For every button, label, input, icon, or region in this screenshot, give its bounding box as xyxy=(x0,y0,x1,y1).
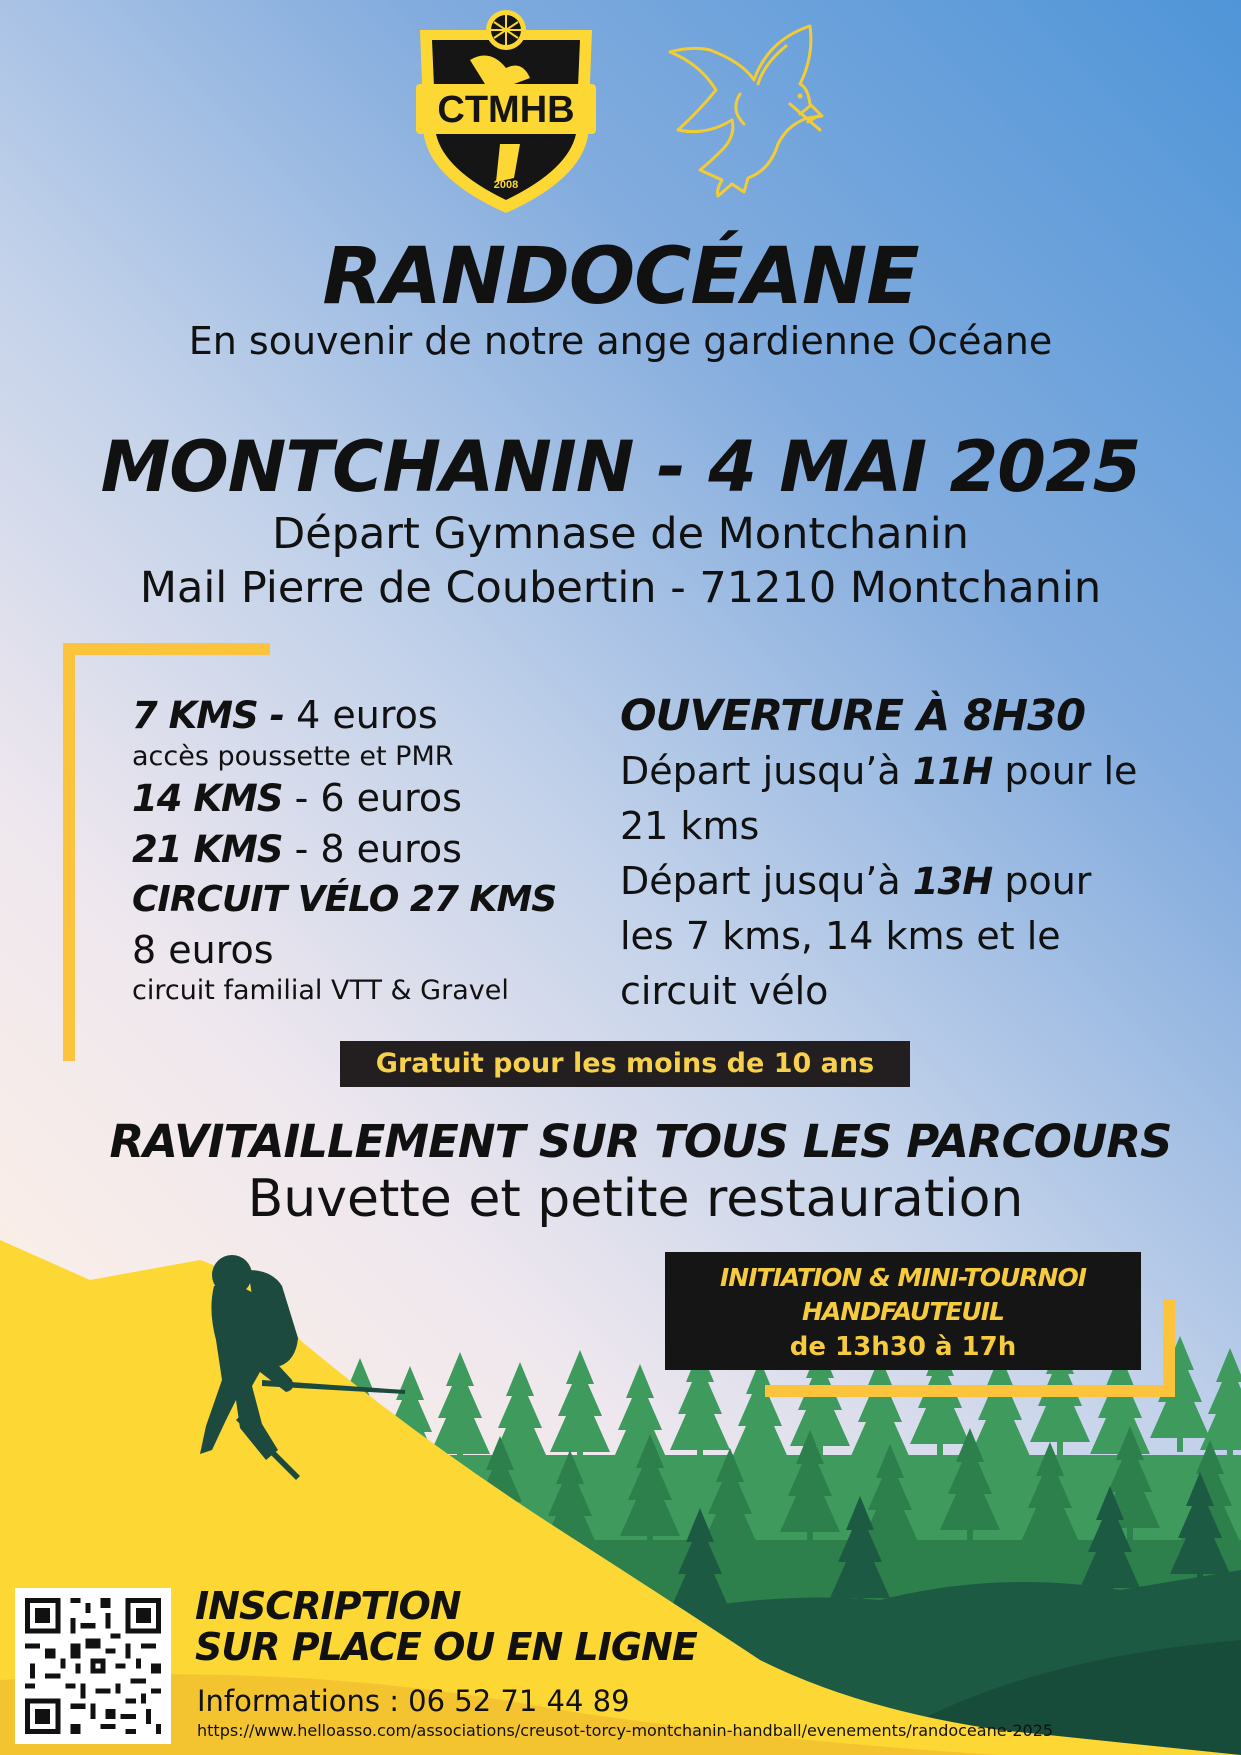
schedule-line-2-pre: Départ jusqu’à xyxy=(620,859,901,903)
route-14km-label: 14 KMS xyxy=(132,777,283,820)
schedule-line-2-post: pour les 7 kms, 14 kms et le circuit vélo xyxy=(620,859,1092,1013)
schedule-line-1-time: 11H xyxy=(912,750,993,793)
inscription-line-1: INSCRIPTION xyxy=(195,1584,461,1628)
schedule-line-1-pre: Départ jusqu’à xyxy=(620,749,901,793)
route-7km-label: 7 KMS - xyxy=(132,694,285,737)
schedule-block xyxy=(620,688,1140,1019)
club-logo xyxy=(410,8,602,216)
schedule-line-1 xyxy=(620,744,1140,854)
route-21km-label: 21 KMS xyxy=(132,828,283,871)
address-line-2: Mail Pierre de Coubertin - 71210 Montchanin xyxy=(139,563,1102,613)
route-21km xyxy=(132,824,582,875)
route-bike-label: CIRCUIT VÉLO 27 KMS xyxy=(132,879,557,920)
route-14km xyxy=(132,773,582,824)
initiation-line-3: de 13h30 à 17h xyxy=(789,1332,1017,1362)
route-21km-price: - 8 euros xyxy=(294,827,462,871)
buvette-text: Buvette et petite restauration xyxy=(247,1169,1024,1229)
event-date-location: MONTCHANIN - 4 MAI 2025 xyxy=(100,426,1141,508)
opening-time: OUVERTURE À 8H30 xyxy=(620,691,1085,741)
info-phone: Informations : 06 52 71 44 89 xyxy=(197,1684,630,1718)
accent-bar-bottom xyxy=(765,1385,1175,1397)
accent-bar-left xyxy=(63,643,75,1061)
route-7km-note: accès poussette et PMR xyxy=(132,741,454,772)
schedule-line-1-post: pour le 21 kms xyxy=(620,749,1138,848)
svg-text:Creusot Torcy Montchanin Handb: Creusot Torcy Montchanin Handball xyxy=(441,133,571,142)
route-bike-note: circuit familial VTT & Gravel xyxy=(132,975,509,1006)
route-14km-price: - 6 euros xyxy=(294,776,462,820)
svg-text:CTMHB: CTMHB xyxy=(437,89,575,131)
dove-icon xyxy=(660,20,830,198)
registration-link[interactable]: https://www.helloasso.com/associations/creusot-torcy-montchanin-handball/evenements/randoceane-2025 xyxy=(197,1721,1054,1740)
initiation-line-1: INITIATION & MINI-TOURNOI xyxy=(719,1263,1086,1292)
svg-text:2008: 2008 xyxy=(493,179,519,191)
registration-qr-code[interactable] xyxy=(15,1588,171,1744)
route-bike-price: 8 euros xyxy=(132,928,274,972)
inscription-line-2: SUR PLACE OU EN LIGNE xyxy=(195,1625,697,1669)
schedule-line-2 xyxy=(620,854,1140,1019)
event-subtitle: En souvenir de notre ange gardienne Océane xyxy=(188,319,1053,363)
address-line-1: Départ Gymnase de Montchanin xyxy=(272,509,969,559)
route-7km xyxy=(132,690,582,741)
inscription-heading xyxy=(195,1586,697,1668)
route-7km-price: 4 euros xyxy=(296,693,438,737)
event-title: RANDOCÉANE xyxy=(322,232,919,322)
initiation-box xyxy=(665,1252,1141,1370)
accent-bar-right xyxy=(1163,1300,1175,1397)
free-under-10-badge: Gratuit pour les moins de 10 ans xyxy=(340,1041,910,1087)
schedule-line-2-time: 13H xyxy=(912,860,993,903)
routes-list xyxy=(132,690,582,1007)
accent-bar-top xyxy=(63,643,270,655)
initiation-line-2: HANDFAUTEUIL xyxy=(802,1297,1004,1326)
ravitaillement-heading: RAVITAILLEMENT SUR TOUS LES PARCOURS xyxy=(109,1115,1172,1168)
